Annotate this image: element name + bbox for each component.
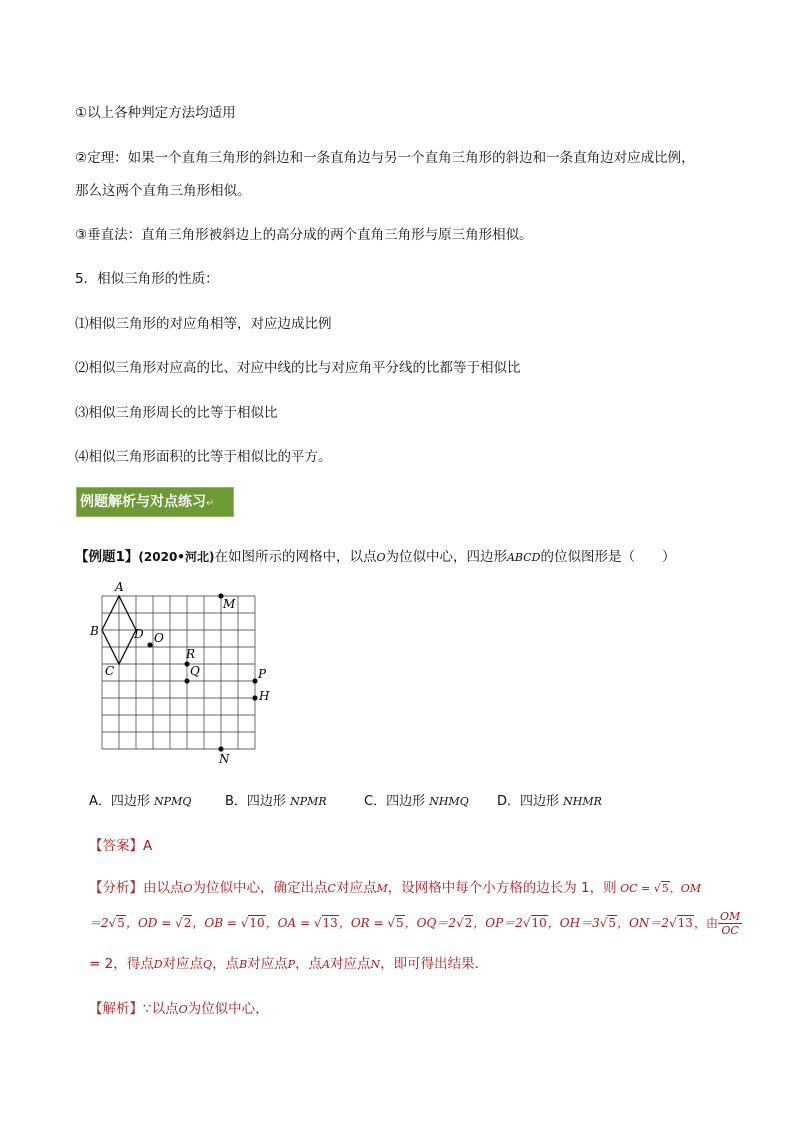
analysis-point-b: B (239, 958, 248, 971)
dot-q (184, 678, 189, 683)
line-methods-apply: ①以上各种判定方法均适用 (75, 105, 236, 121)
label-p: P (258, 667, 267, 681)
line-perpendicular-method: ③垂直法：直角三角形被斜边上的高分成的两个直角三角形与原三角形相似。 (75, 227, 533, 243)
property-4: ⑷相似三角形面积的比等于相似比的平方。 (75, 449, 332, 465)
analysis-text-5: ，由 (693, 916, 718, 930)
analysis-point-m: M (376, 882, 388, 895)
label-r: R (186, 647, 196, 661)
dot-h (252, 695, 257, 700)
line-theorem-1: ②定理：如果一个直角三角形的斜边和一条直角边与另一个直角三角形的斜边和一条直角边对应成比例， (75, 150, 695, 166)
analysis-line-3 (89, 952, 488, 972)
property-1: ⑴相似三角形的对应角相等，对应边成比例 (75, 316, 332, 332)
dot-p (252, 678, 257, 683)
analysis-line-1 (89, 876, 701, 896)
grid-figure (86, 578, 276, 768)
analysis-point-q: Q (203, 958, 213, 971)
analysis-point-n: N (370, 958, 381, 971)
answer-line (89, 834, 152, 854)
analysis-text-4: ，设网格中每个小方格的边长为 1，则 (387, 880, 617, 896)
analysis-point-o: O (183, 882, 193, 895)
analysis-point-c: C (327, 882, 336, 895)
analysis-text-9: 对应点 (247, 956, 288, 972)
label-n: N (219, 752, 230, 766)
analysis-text-2: 为位似中心，确定出点 (192, 880, 328, 896)
grid-lines (102, 596, 255, 749)
label-o: O (154, 631, 164, 645)
example-question (75, 545, 675, 565)
answer-tag: 【答案】 (89, 838, 143, 854)
label-b: B (90, 624, 99, 638)
solution-rest: 为位似中心， (187, 1001, 269, 1017)
dot-n (218, 746, 223, 751)
property-3: ⑶相似三角形周长的比等于相似比 (75, 405, 278, 421)
analysis-line-2 (89, 910, 742, 937)
formula-list: ＝2√5，OD = √2，OB = √10，OA = √13，OR = √5，OQ＝2√2，OP＝2√10，OH＝3√5，ON＝2√13 (89, 916, 693, 930)
point-o: O (376, 551, 386, 564)
label-m: M (223, 597, 236, 611)
analysis-text-6: = 2，得点 (89, 956, 154, 972)
analysis-text-11: 对应点 (330, 956, 371, 972)
example-tag: 【例题1】 (75, 549, 139, 565)
label-c: C (105, 664, 115, 678)
option-d-label: D．四边形 (497, 794, 560, 809)
solution-tag: 【解析】 (89, 1001, 143, 1017)
option-c-label: C．四边形 (364, 794, 426, 809)
question-part-2: 为位似中心，四边形 (385, 549, 507, 565)
solution-line (89, 997, 269, 1017)
banner-title: 例题解析与对点练习 (80, 494, 206, 510)
fraction-om-oc: $\frac{OM}{OC}$ (719, 910, 741, 937)
option-a-name: NPMQ (154, 795, 192, 808)
option-b[interactable] (225, 790, 327, 809)
analysis-point-a: A (322, 958, 331, 971)
option-c-name: NHMQ (429, 795, 469, 808)
example-source: (2020•河北) (138, 550, 215, 564)
section-heading-properties: 5．相似三角形的性质： (75, 271, 219, 287)
question-part-1: 在如图所示的网格中，以点 (214, 549, 377, 565)
answer-value: A (143, 838, 153, 854)
analysis-text-3: 对应点 (335, 880, 377, 896)
analysis-text-7: 对应点 (162, 956, 204, 972)
option-c[interactable] (364, 790, 469, 809)
option-d-name: NHMR (563, 795, 602, 808)
label-h: H (259, 689, 270, 703)
analysis-text-8: ，点 (212, 956, 240, 972)
section-banner (76, 487, 234, 517)
solution-text: ∵以点 (143, 1001, 179, 1017)
label-q: Q (190, 664, 200, 678)
return-mark-icon: ↵ (206, 498, 215, 509)
analysis-text-12: ，即可得出结果． (380, 956, 489, 972)
analysis-point-d: D (153, 958, 163, 971)
option-d[interactable] (497, 790, 602, 809)
option-b-name: NPMR (290, 795, 327, 808)
analysis-point-p: P (287, 958, 296, 971)
formula-oc: OC = √5，OM (616, 882, 702, 895)
dot-r (184, 661, 189, 666)
solution-point-o: O (178, 1003, 188, 1016)
line-theorem-2: 那么这两个直角三角形相似。 (75, 183, 251, 199)
option-a[interactable] (89, 790, 191, 809)
label-d: D (134, 627, 144, 641)
quad-abcd: ABCD (506, 551, 541, 564)
dot-o (147, 642, 152, 647)
analysis-tag: 【分析】 (89, 880, 143, 896)
label-a: A (115, 580, 124, 594)
option-b-label: B．四边形 (225, 794, 286, 809)
points (147, 593, 257, 751)
analysis-text-1: 由以点 (143, 880, 184, 896)
analysis-text-10: ，点 (295, 956, 323, 972)
option-a-label: A．四边形 (89, 794, 150, 809)
property-2: ⑵相似三角形对应高的比、对应中线的比与对应角平分线的比都等于相似比 (75, 360, 521, 376)
question-part-3: 的位似图形是（ ） (540, 549, 676, 565)
